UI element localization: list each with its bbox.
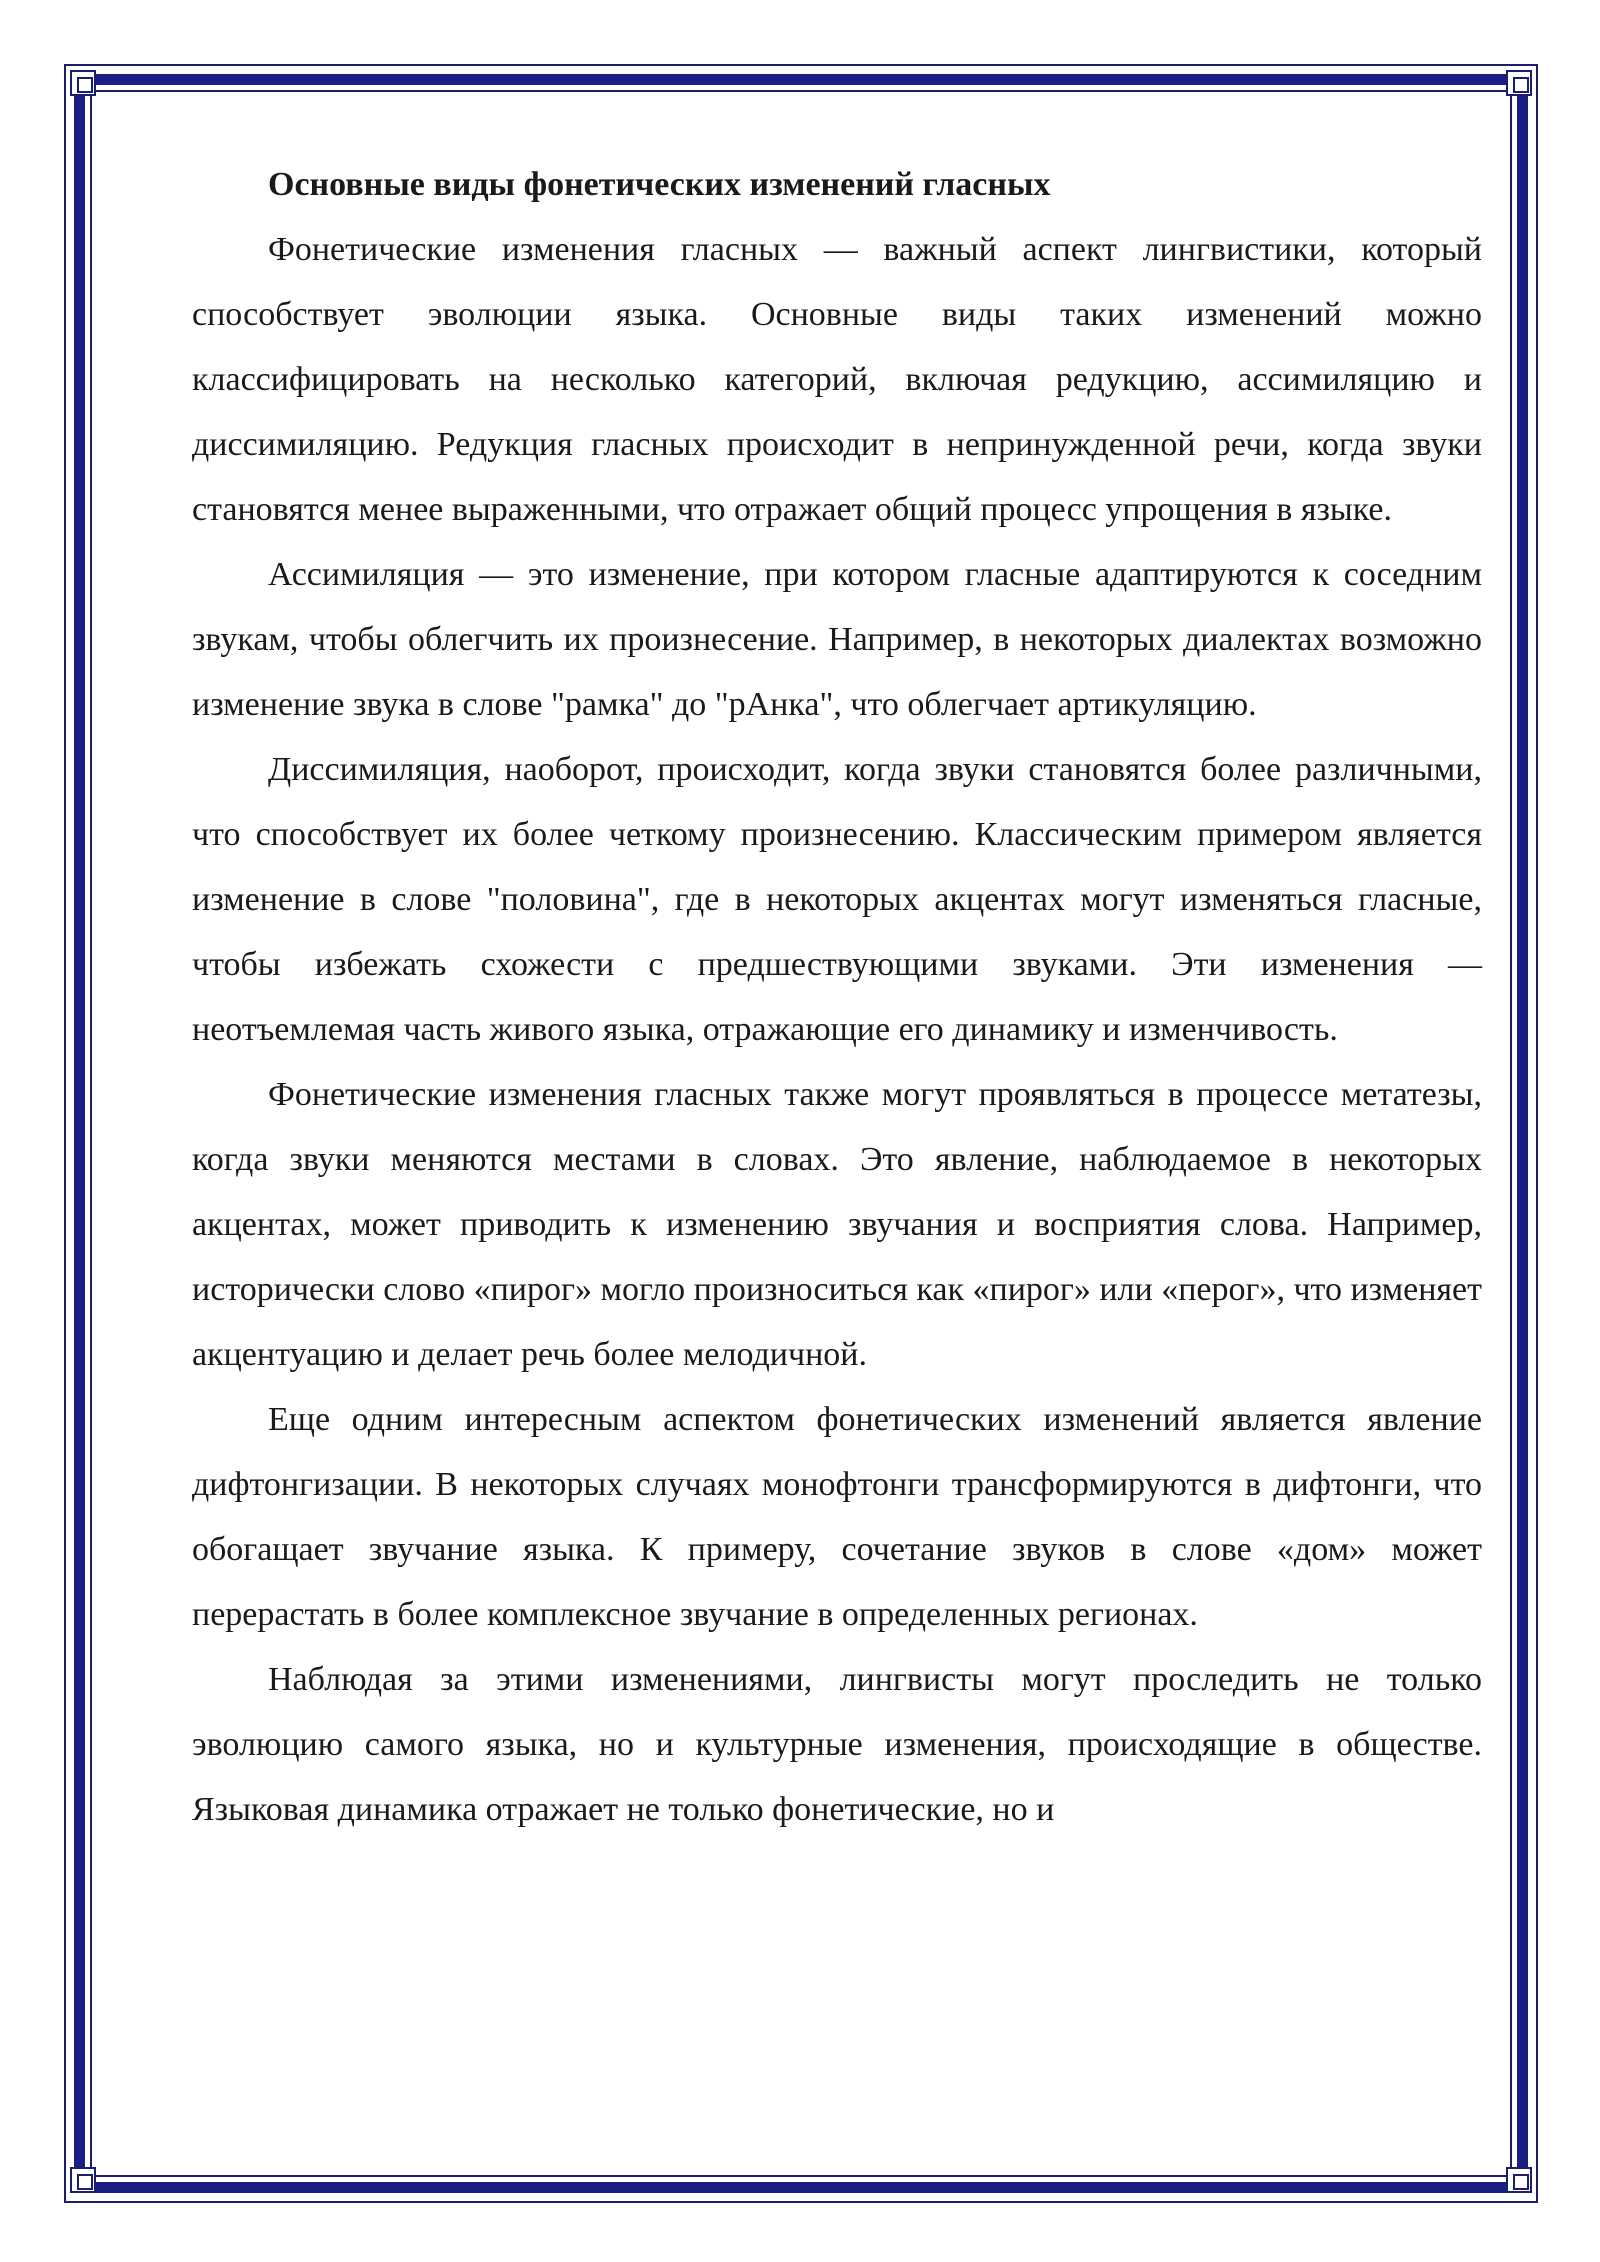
border-corner-ornament	[1506, 70, 1532, 96]
paragraph: Фонетические изменения гласных также могут проявляться в процессе метатезы, когда звуки меняются местами в словах. Это явление, наблюдаемое в некоторых акцентах, может приводить к изменению звучания и восприятия слова. Например, исторически слово «пирог» могло произноситься как «пирог» или «перог», что изменяет акцентуацию и делает речь более мелодичной.	[192, 1076, 1482, 1373]
border-corner-ornament	[70, 2167, 96, 2193]
paragraph: Еще одним интересным аспектом фонетических изменений является явление дифтонгизации. В некоторых случаях монофтонги трансформируются в дифтонги, что обогащает звучание языка. К примеру, сочетание звуков в слове «дом» может перерастать в более комплексное звучание в определенных регионах.	[192, 1401, 1482, 1633]
border-corner-ornament	[1506, 2167, 1532, 2193]
document-heading: Основные виды фонетических изменений гласных	[268, 166, 1051, 203]
document-body	[192, 152, 1482, 1842]
paragraph: Ассимиляция — это изменение, при котором гласные адаптируются к соседним звукам, чтобы облегчить их произнесение. Например, в некоторых диалектах возможно изменение звука в слове "рамка" до "рАнка", что облегчает артикуляцию.	[192, 556, 1482, 723]
paragraph: Диссимиляция, наоборот, происходит, когда звуки становятся более различными, что способствует их более четкому произнесению. Классическим примером является изменение в слове "половина", где в некоторых акцентах могут изменяться гласные, чтобы избежать схожести с предшествующими звуками. Эти изменения — неотъемлемая часть живого языка, отражающие его динамику и изменчивость.	[192, 751, 1482, 1048]
border-corner-ornament	[70, 70, 96, 96]
paragraph: Фонетические изменения гласных — важный аспект лингвистики, который способствует эволюции языка. Основные виды таких изменений можно классифицировать на несколько категорий, включая редукцию, ассимиляцию и диссимиляцию. Редукция гласных происходит в непринужденной речи, когда звуки становятся менее выраженными, что отражает общий процесс упрощения в языке.	[192, 231, 1482, 528]
paragraph: Наблюдая за этими изменениями, лингвисты могут проследить не только эволюцию самого языка, но и культурные изменения, происходящие в обществе. Языковая динамика отражает не только фонетические, но и	[192, 1661, 1482, 1828]
